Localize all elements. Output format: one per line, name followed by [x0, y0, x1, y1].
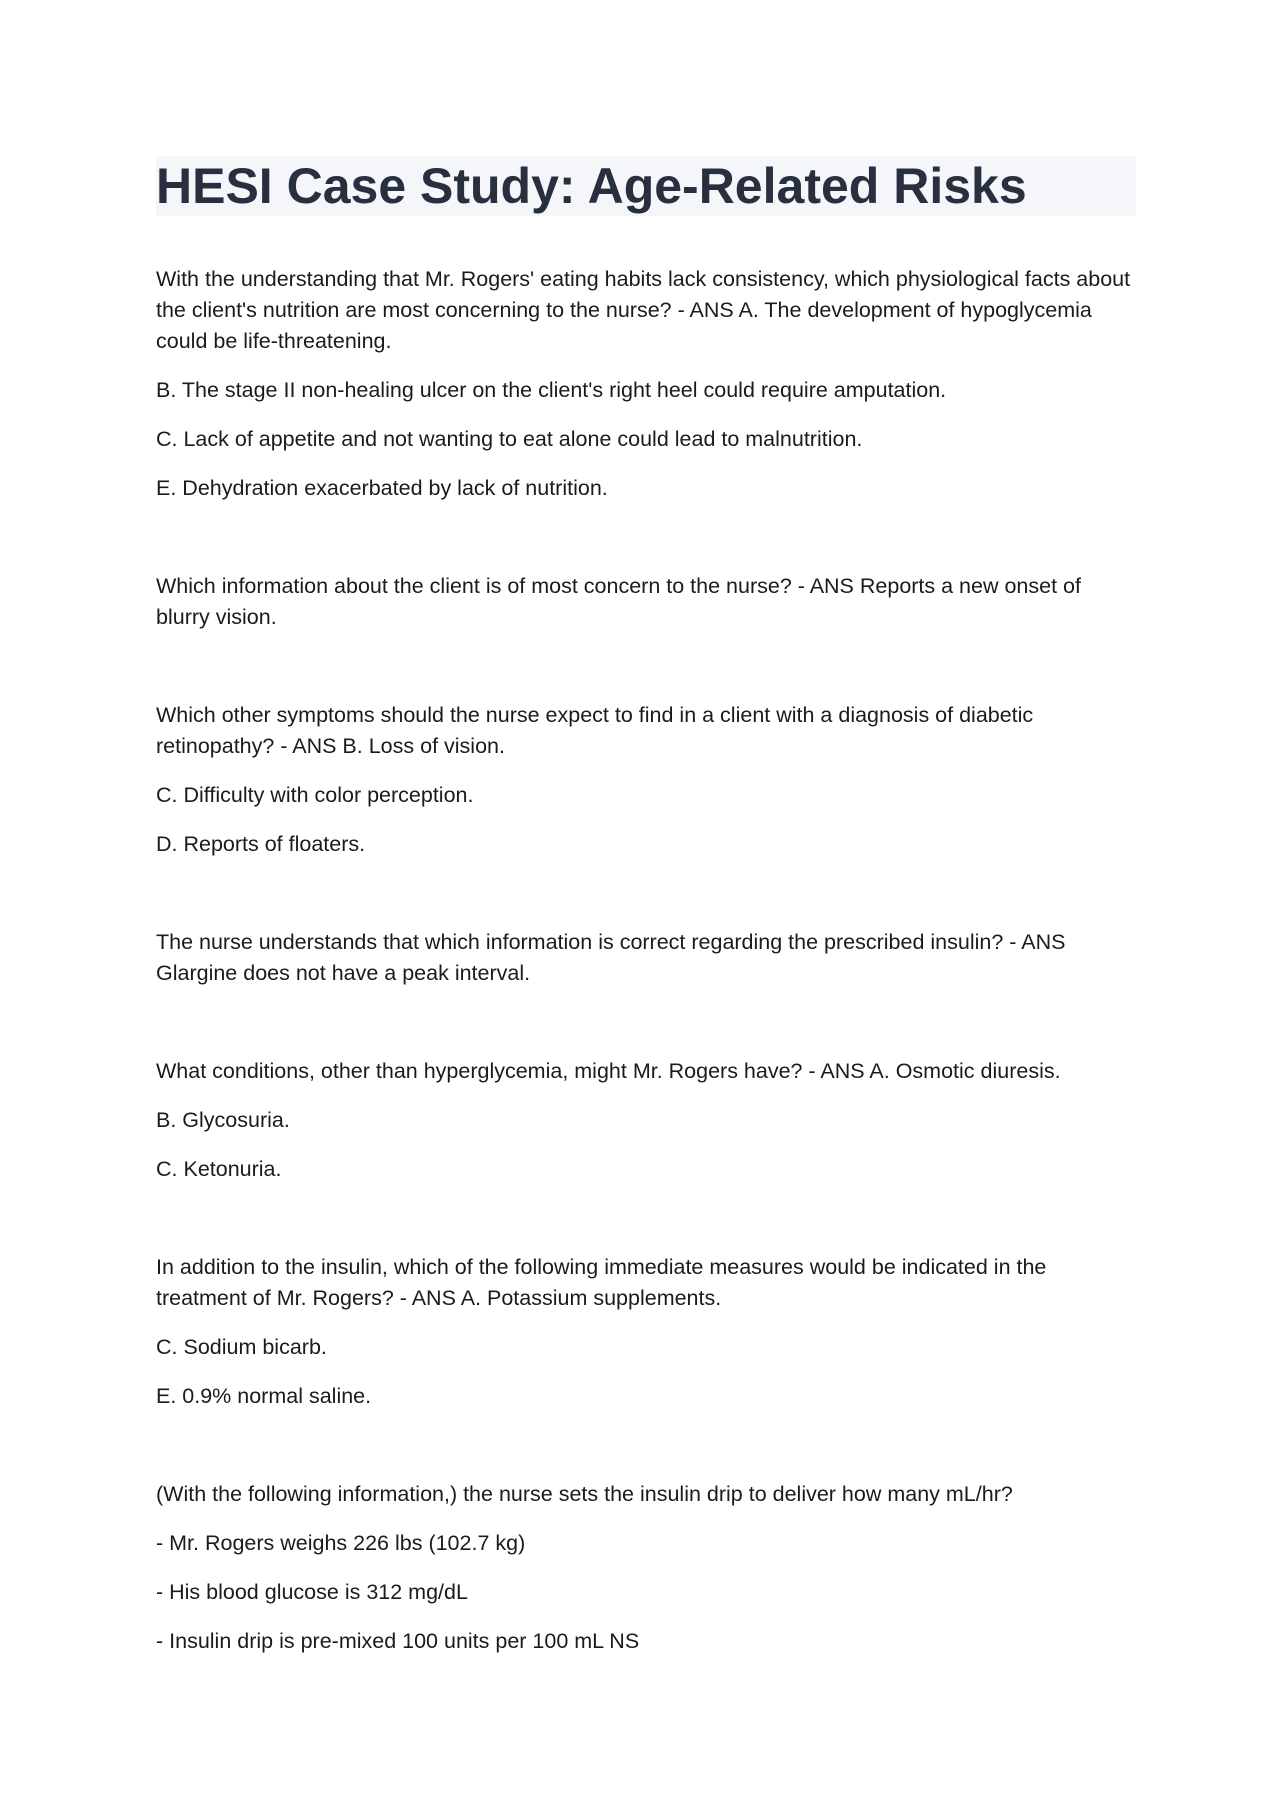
- paragraph: - Insulin drip is pre-mixed 100 units per 100 mL NS: [156, 1629, 640, 1653]
- paragraph: With the understanding that Mr. Rogers' eating habits lack consistency, which physiological facts about the client's nutrition are most concerning to the nurse? - ANS A. The development of hypoglycemia could be life-threatening.: [156, 267, 1131, 353]
- paragraph: - Mr. Rogers weighs 226 lbs (102.7 kg): [156, 1531, 526, 1555]
- question-block: [156, 927, 1136, 989]
- spacer: [156, 1203, 1136, 1252]
- spacer: [156, 522, 1136, 571]
- paragraph: C. Difficulty with color perception.: [156, 783, 474, 807]
- spacer: [156, 878, 1136, 927]
- question-block: [156, 1056, 1136, 1185]
- paragraph: C. Sodium bicarb.: [156, 1335, 327, 1359]
- spacer: [156, 1430, 1136, 1479]
- document-page: [156, 156, 1136, 1675]
- question-block: [156, 264, 1136, 504]
- paragraph: - His blood glucose is 312 mg/dL: [156, 1580, 468, 1604]
- paragraph: Which other symptoms should the nurse expect to find in a client with a diagnosis of diabetic retinopathy? - ANS B. Loss of vision.: [156, 703, 1034, 758]
- paragraph: C. Ketonuria.: [156, 1157, 282, 1181]
- paragraph: B. Glycosuria.: [156, 1108, 290, 1132]
- paragraph: D. Reports of floaters.: [156, 832, 366, 856]
- paragraph: What conditions, other than hyperglycemia, might Mr. Rogers have? - ANS A. Osmotic diuresis.: [156, 1059, 1061, 1083]
- paragraph: In addition to the insulin, which of the following immediate measures would be indicated in the treatment of Mr. Rogers? - ANS A. Potassium supplements.: [156, 1255, 1047, 1310]
- question-block: [156, 1252, 1136, 1412]
- title-band: [156, 156, 1136, 216]
- question-block: [156, 571, 1136, 633]
- paragraph: C. Lack of appetite and not wanting to eat alone could lead to malnutrition.: [156, 427, 863, 451]
- spacer: [156, 651, 1136, 700]
- question-block: [156, 700, 1136, 860]
- paragraph: (With the following information,) the nurse sets the insulin drip to deliver how many mL/hr?: [156, 1482, 1013, 1506]
- page-title: HESI Case Study: Age-Related Risks: [156, 158, 1027, 214]
- paragraph: E. 0.9% normal saline.: [156, 1384, 372, 1408]
- question-block: [156, 1479, 1136, 1657]
- paragraph: E. Dehydration exacerbated by lack of nutrition.: [156, 476, 608, 500]
- paragraph: B. The stage II non-healing ulcer on the client's right heel could require amputation.: [156, 378, 947, 402]
- paragraph: Which information about the client is of most concern to the nurse? - ANS Reports a new onset of blurry vision.: [156, 574, 1081, 629]
- spacer: [156, 1007, 1136, 1056]
- paragraph: The nurse understands that which information is correct regarding the prescribed insulin? - ANS Glargine does not have a peak interval.: [156, 930, 1066, 985]
